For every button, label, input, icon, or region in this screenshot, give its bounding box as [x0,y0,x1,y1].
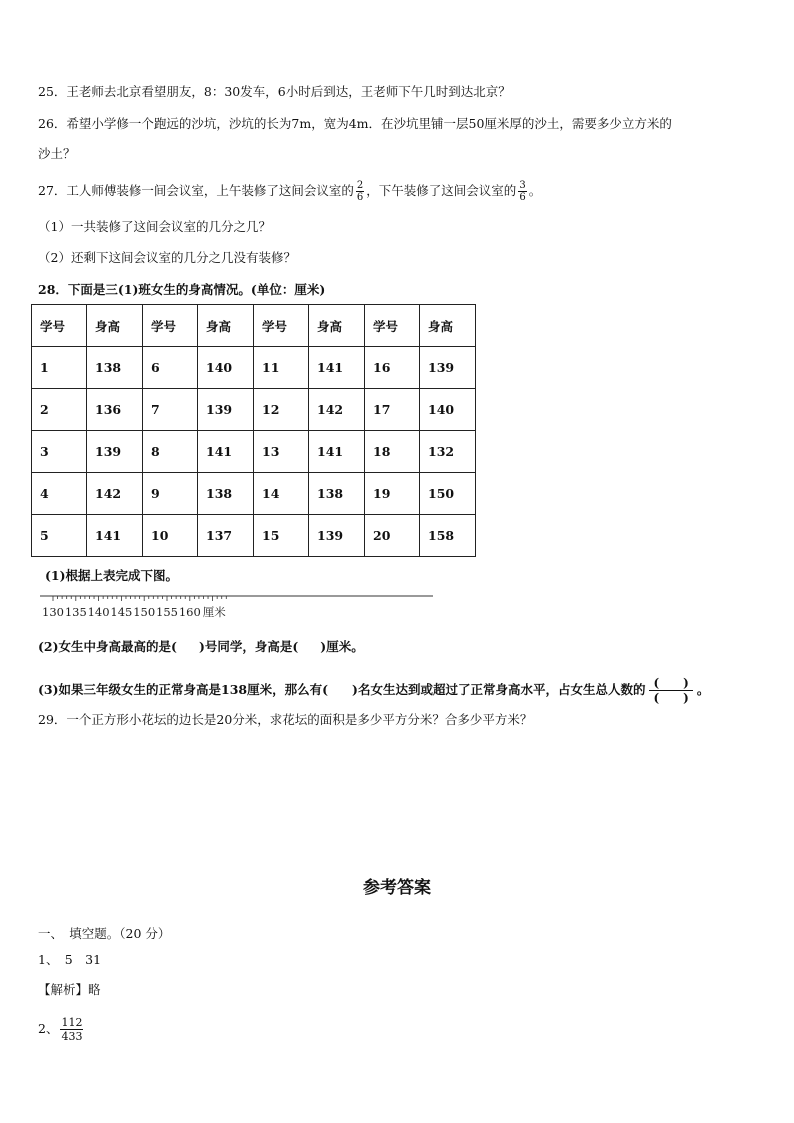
table-cell: 138 [198,473,254,515]
number-line-label: 160 [178,605,201,619]
number-line-label: 135 [64,605,87,619]
number-line-label: 140 [87,605,110,619]
table-cell: 136 [87,389,143,431]
blank-fraction[interactable] [649,676,692,705]
table-row [32,515,476,557]
table-cell: 学号 [365,305,420,347]
table-row [32,431,476,473]
table-cell: 142 [87,473,143,515]
table-cell: 3 [32,431,87,473]
table-cell: 5 [32,515,87,557]
table-cell: 身高 [87,305,143,347]
question-27-text-a: 27．工人师傅装修一间会议室，上午装修了这间会议室的 [38,183,354,198]
table-cell: 138 [87,347,143,389]
answers-title: 参考答案 [363,878,431,898]
table-cell: 12 [254,389,309,431]
table-cell: 学号 [254,305,309,347]
table-cell: 4 [32,473,87,515]
table-cell: 学号 [32,305,87,347]
height-number-line [38,592,438,622]
table-cell: 15 [254,515,309,557]
table-cell: 2 [32,389,87,431]
table-cell: 9 [143,473,198,515]
fraction-denominator: 6 [519,192,526,203]
answer-1-analysis: 【解析】略 [38,982,101,997]
table-cell: 141 [87,515,143,557]
question-28-sub3-end: 。 [696,682,710,697]
table-cell: 140 [420,389,476,431]
table-row [32,347,476,389]
table-cell: 7 [143,389,198,431]
table-cell: 140 [198,347,254,389]
table-cell: 6 [143,347,198,389]
question-28-sub3-b: )名女生达到或超过了正常身高水平，占女生总人数的 [352,682,646,697]
question-27 [38,180,541,203]
table-cell: 19 [365,473,420,515]
question-27-sub2: （2）还剩下这间会议室的几分之几没有装修？ [38,250,296,265]
fraction-denominator: ( ) [653,691,689,705]
table-cell: 学号 [143,305,198,347]
question-27-text-b: ，下午装修了这间会议室的 [366,183,517,198]
question-28-intro: 28．下面是三(1)班女生的身高情况。(单位：厘米) [38,282,326,297]
table-cell: 1 [32,347,87,389]
table-cell: 139 [198,389,254,431]
fraction-denominator: 6 [356,192,364,203]
table-cell: 8 [143,431,198,473]
table-cell: 138 [309,473,365,515]
table-cell: 139 [420,347,476,389]
answer-2-label: 2、 [38,1021,59,1036]
question-28-sub1: (1)根据上表完成下图。 [45,568,179,583]
table-cell: 137 [198,515,254,557]
answers-section-heading: 一、 填空题。（20 分） [38,926,171,941]
question-28-sub2 [38,639,364,655]
table-cell: 16 [365,347,420,389]
table-header-row [32,305,476,347]
table-cell: 141 [309,347,365,389]
table-cell: 18 [365,431,420,473]
table-cell: 身高 [420,305,476,347]
table-cell: 身高 [309,305,365,347]
table-cell: 13 [254,431,309,473]
number-line-label: 130 [42,605,64,619]
question-25: 25．王老师去北京看望朋友，8：30发车，6小时后到达，王老师下午几时到达北京？ [38,84,511,99]
table-cell: 14 [254,473,309,515]
table-row [32,473,476,515]
question-26-line2: 沙土？ [38,146,76,161]
table-cell: 132 [420,431,476,473]
question-28-sub2-c: )厘米。 [320,639,364,654]
answer-1: 1、 5 31 [38,952,102,967]
table-cell: 身高 [198,305,254,347]
table-cell: 158 [420,515,476,557]
fraction-numerator: ( ) [649,676,692,691]
fraction-denominator: 433 [61,1030,83,1043]
question-26-line1: 26．希望小学修一个跑远的沙坑，沙坑的长为7m，宽为4m．在沙坑里铺一层50厘米厚的沙土，需要多少立方米的 [38,116,672,131]
answer-2 [38,1016,85,1043]
fraction-3-6 [518,180,526,203]
table-cell: 141 [198,431,254,473]
table-cell: 10 [143,515,198,557]
answer-2-fraction [60,1016,83,1043]
table-cell: 20 [365,515,420,557]
number-line-unit: 厘米 [202,605,226,619]
question-29: 29．一个正方形小花坛的边长是20分米，求花坛的面积是多少平方分米？合多少平方米？ [38,712,533,727]
table-cell: 142 [309,389,365,431]
table-cell: 139 [87,431,143,473]
table-cell: 139 [309,515,365,557]
fraction-numerator: 3 [519,180,526,191]
number-line-label: 150 [133,605,156,619]
number-line-label: 155 [156,605,178,619]
table-cell: 17 [365,389,420,431]
table-cell: 141 [309,431,365,473]
question-27-text-c: 。 [528,183,542,198]
question-28-sub2-a: (2)女生中身高最高的是( [38,639,177,654]
table-row [32,389,476,431]
fraction-2-6 [356,180,364,203]
question-28-sub3-a: (3)如果三年级女生的正常身高是138厘米，那么有( [38,682,329,697]
fraction-numerator: 2 [356,180,364,191]
question-28-sub3 [38,676,709,705]
number-line-label: 145 [110,605,133,619]
fraction-numerator: 112 [61,1016,83,1029]
table-cell: 11 [254,347,309,389]
height-table [31,304,476,557]
table-cell: 150 [420,473,476,515]
question-27-sub1: （1）一共装修了这间会议室的几分之几？ [38,219,271,234]
question-28-sub2-b: )号同学，身高是( [198,639,299,654]
